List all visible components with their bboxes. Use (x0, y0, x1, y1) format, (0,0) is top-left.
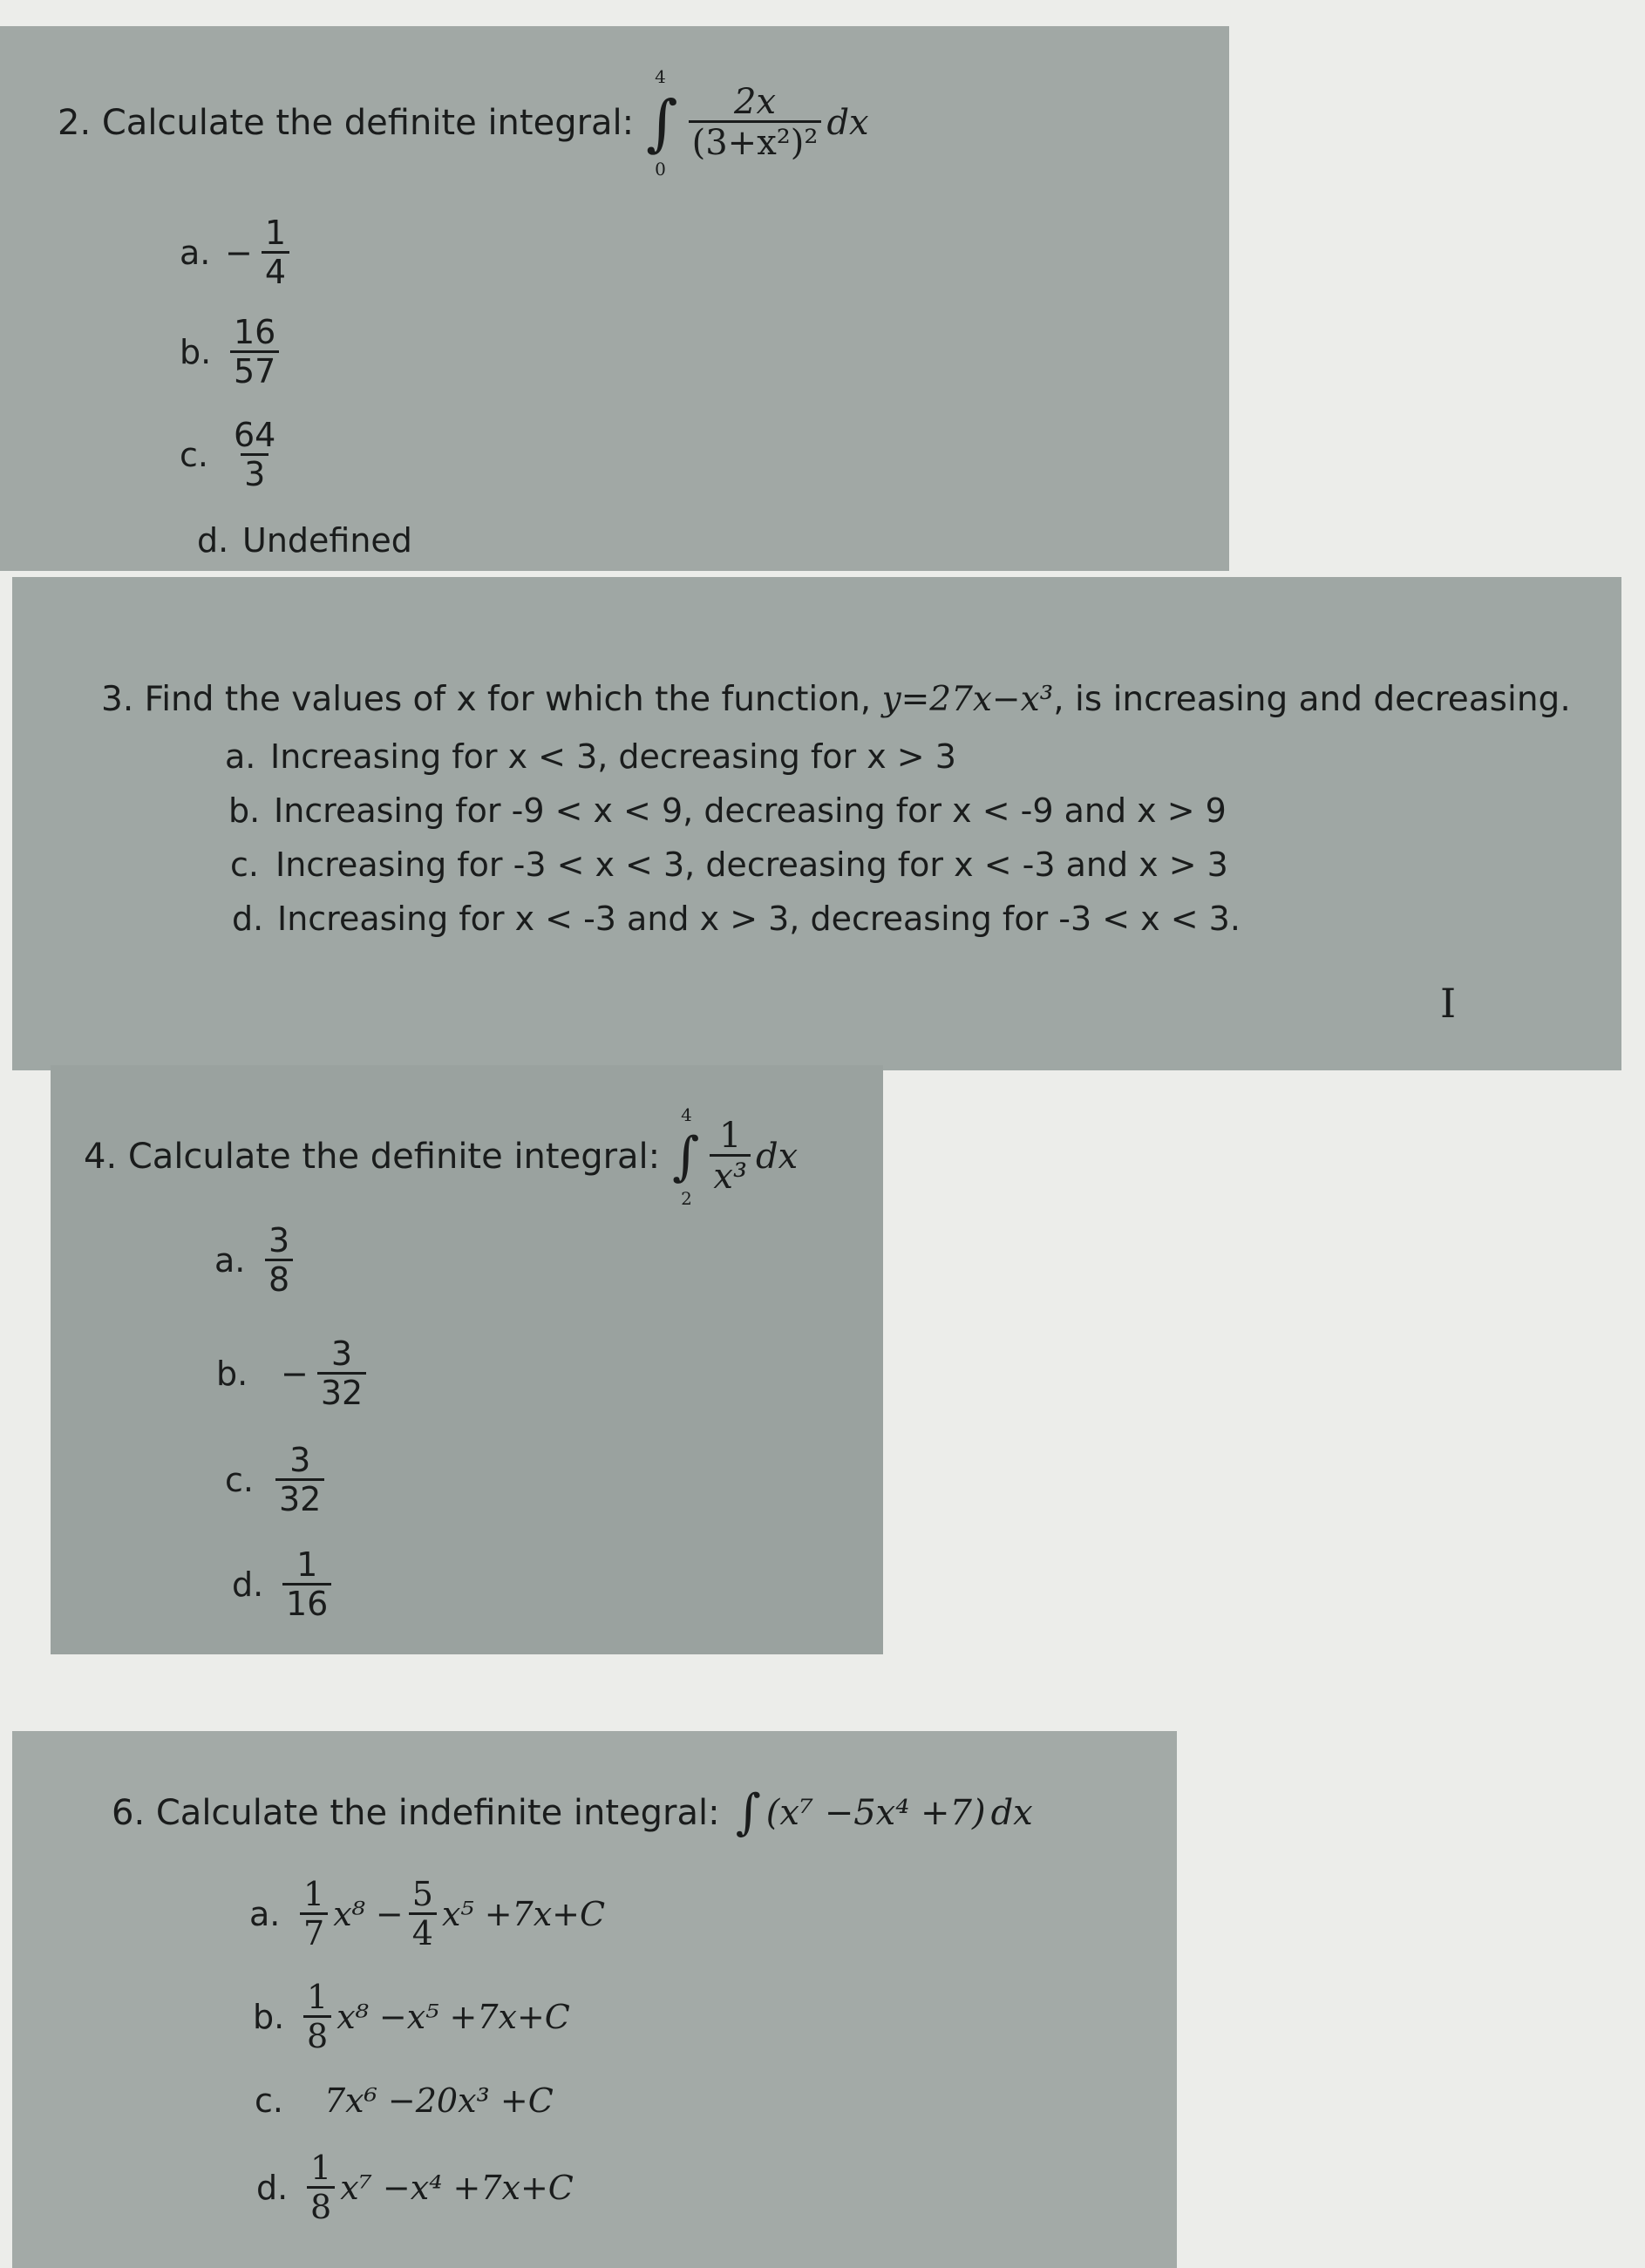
function-expression: y=27x−x³ (881, 680, 1054, 719)
q6-option-d[interactable]: d. $\frac{1}{8}$ x⁷ −x⁴ +7x+C (256, 2149, 574, 2226)
integrand-expression: (x⁷ −5x⁴ +7) (765, 1793, 986, 1833)
q3-option-d[interactable]: d. Increasing for x < -3 and x > 3, decreasing for -3 < x < 3. (232, 900, 1241, 938)
question-3-prompt: 3. Find the values of x for which the function, y=27x−x³ , is increasing and decreasing. (101, 680, 1571, 719)
differential: dx (826, 102, 869, 143)
q3-option-b[interactable]: b. Increasing for -9 < x < 9, decreasing for x < -9 and x > 9 (228, 791, 1227, 830)
q2-option-d[interactable]: d. Undefined (197, 521, 412, 560)
text-cursor-icon: I (1440, 980, 1457, 1027)
q2-option-b[interactable]: b. $\frac{16}{57}$ (180, 316, 284, 390)
question-2-text: 2. Calculate the definite integral: (58, 102, 635, 143)
q6-option-a[interactable]: a. $\frac{1}{7}$ x⁸ − $\frac{5}{4}$ x⁵ +7x+C (249, 1875, 606, 1952)
q4-option-d[interactable]: d. $\frac{1}{16}$ (232, 1548, 336, 1622)
question-6-prompt: 6. Calculate the indefinite integral: ∫ (x⁷ −5x⁴ +7) dx (112, 1784, 1033, 1841)
question-4-prompt: 4. Calculate the definite integral: ∫ 4 2 $\frac{1}{\text{x³}}$ dx (84, 1103, 799, 1209)
integrand-fraction: $\frac{2x}{\text{(3+x²)²}}$ (689, 84, 822, 161)
q2-option-c[interactable]: c. $\frac{64}{3}$ (180, 416, 276, 493)
lower-limit: 0 (655, 158, 666, 180)
q4-option-a[interactable]: a. $\frac{3}{8}$ (214, 1224, 298, 1298)
q4-option-c[interactable]: c. $\frac{3}{32}$ (225, 1443, 330, 1518)
q2-option-a[interactable]: a. − $\frac{1}{4}$ (180, 216, 295, 290)
integral-sign-icon: ∫ 4 0 (646, 65, 678, 180)
q6-option-b[interactable]: b. $\frac{1}{8}$ x⁸ −x⁵ +7x+C (253, 1978, 570, 2055)
upper-limit: 4 (655, 65, 666, 87)
q3-option-a[interactable]: a. Increasing for x < 3, decreasing for x > 3 (225, 737, 956, 776)
q6-option-c[interactable]: c. 7x⁶ −20x³ +C (255, 2081, 554, 2120)
integral-sign-icon: ∫ (735, 1784, 761, 1841)
q3-option-c[interactable]: c. Increasing for -3 < x < 3, decreasing for x < -3 and x > 3 (230, 845, 1228, 884)
integral-sign-icon: ∫ 4 2 (672, 1103, 700, 1209)
question-2-prompt (58, 65, 869, 180)
q4-option-b[interactable]: b. − $\frac{3}{32}$ (216, 1337, 371, 1411)
